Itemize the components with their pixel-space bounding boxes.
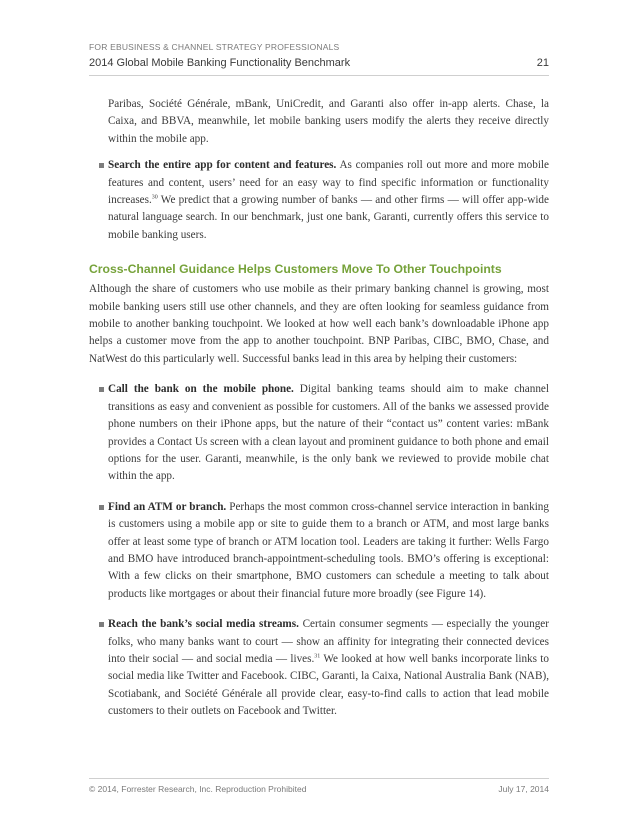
bullet-search-text-a: As companies roll out more and more mobile features and content, users’ need for an easy way to find specific information or functionality increases. bbox=[108, 159, 549, 207]
bullet-social-text-a: Certain consumer segments — especially the younger folks, who many banks want to court — show an affinity for integrating their connected devices into their social — and social media — lives. bbox=[108, 618, 549, 665]
bullet-search bbox=[89, 157, 549, 244]
bullet-social bbox=[89, 616, 549, 720]
bullet-call bbox=[89, 381, 549, 485]
bullet-social-text-b: We looked at how well banks incorporate links to social media like Twitter and Facebook. CIBC, Garanti, la Caixa, National Australia Bank (NAB), Scotiabank, and Société Générale all provide clear, easy-to-find calls to action that lead mobile customers to their outlets on Facebook and Twitter. bbox=[108, 652, 549, 718]
bullet-marker-icon bbox=[99, 163, 104, 168]
header-divider bbox=[89, 75, 549, 76]
page-body bbox=[89, 96, 549, 721]
bullet-atm-text: Perhaps the most common cross-channel service interaction in banking is customers using a mobile app or site to guide them to a branch or ATM, and most large banks offer at least some type of branch or ATM location tool. Leaders are taking it further: Wells Fargo and BMO have introduced branch-appointment-scheduling tools. BMO’s offering is exceptional: With a few clicks on their smartphone, BMO customers can schedule a meeting to talk about products like mortgages or about their financial future more broadly (see Figure 14). bbox=[108, 500, 549, 600]
footer-divider bbox=[89, 778, 549, 779]
bullet-atm-lead: Find an ATM or branch. bbox=[108, 500, 227, 513]
section-intro: Although the share of customers who use mobile as their primary banking channel is growing, most mobile banking users still use other channels, and they are often looking for seamless guidance from mobile to another banking touchpoint. We looked at how well each bank’s downloadable iPhone app helps a customer move from the app to another touchpoint. BNP Paribas, CIBC, BMO, Chase, and NatWest do this particularly well. Successful banks lead in this area by helping their customers: bbox=[89, 283, 549, 365]
report-kicker: FOR EBUSINESS & CHANNEL STRATEGY PROFESSIONALS bbox=[89, 42, 340, 52]
bullet-marker-icon bbox=[99, 505, 104, 510]
footer-date: July 17, 2014 bbox=[498, 784, 549, 794]
page-number: 21 bbox=[536, 57, 549, 69]
bullet-marker-icon bbox=[99, 387, 104, 392]
bullet-call-text: Digital banking teams should aim to make channel transitions as easy and convenient as possible for customers. All of the banks we assessed provide phone numbers on their iPhone apps, but the nature of their “contact us” content varies: mBank provides a Contact Us screen with a clean layout and prominent guidance to both phone and email options for the user. Garanti, meanwhile, is the only bank we reviewed to provide mobile chat within the app. bbox=[108, 383, 549, 483]
continuation-paragraph: Paribas, Société Générale, mBank, UniCredit, and Garanti also offer in-app alerts. Chase, la Caixa, and BBVA, meanwhile, let mobile banking users modify the alerts they receive directly within the mobile app. bbox=[108, 98, 549, 145]
footnote-ref-31[interactable]: 31 bbox=[314, 653, 321, 660]
bullet-call-lead: Call the bank on the mobile phone. bbox=[108, 383, 294, 396]
footnote-ref-30[interactable]: 30 bbox=[151, 194, 158, 201]
section-heading: Cross-Channel Guidance Helps Customers Move To Other Touchpoints bbox=[89, 262, 502, 277]
bullet-search-lead: Search the entire app for content and features. bbox=[108, 159, 337, 172]
footer-copyright: © 2014, Forrester Research, Inc. Reproduction Prohibited bbox=[89, 784, 307, 794]
report-title: 2014 Global Mobile Banking Functionality Benchmark bbox=[89, 57, 351, 69]
bullet-marker-icon bbox=[99, 622, 104, 627]
bullet-search-text-b: We predict that a growing number of banks — and other firms — will offer app-wide natural language search. In our benchmark, just one bank, Garanti, currently offers this service to mobile banking users. bbox=[108, 194, 549, 241]
bullet-social-lead: Reach the bank’s social media streams. bbox=[108, 618, 299, 631]
bullet-atm bbox=[89, 499, 549, 603]
